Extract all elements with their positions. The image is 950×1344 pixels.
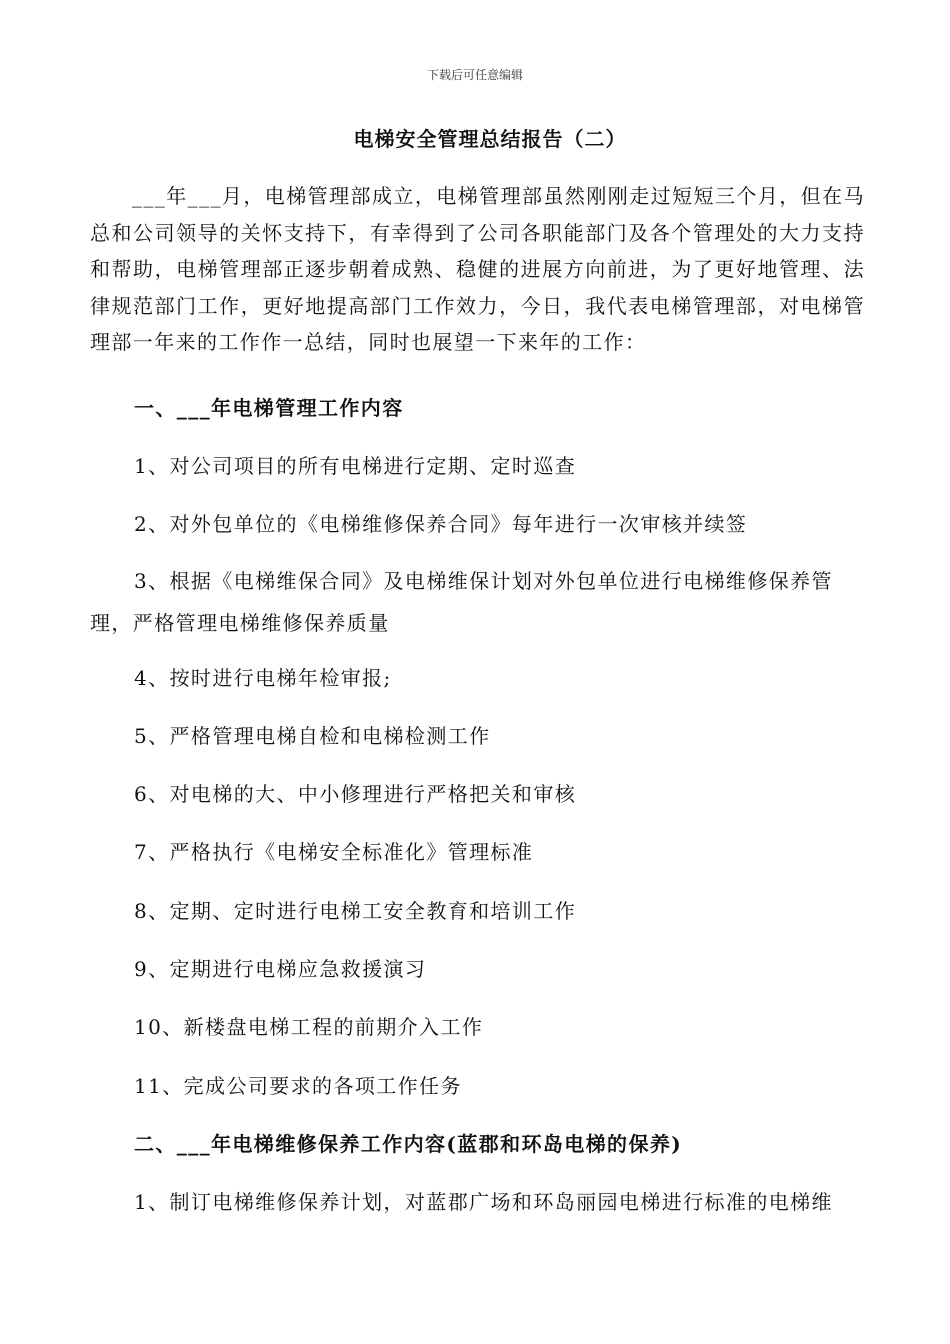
list-item: 3、根据《电梯维保合同》及电梯维保计划对外包单位进行电梯维修保养管理，严格管理电梯维修保养质量: [90, 569, 833, 635]
list-item: 4、按时进行电梯年检审报;: [134, 666, 392, 690]
header-note: 下载后可任意编辑: [426, 68, 523, 82]
list-item: 1、对公司项目的所有电梯进行定期、定时巡查: [134, 454, 577, 478]
list-item: 7、严格执行《电梯安全标准化》管理标准: [134, 840, 534, 864]
section-2-heading: 二、___年电梯维修保养工作内容(蓝郡和环岛电梯的保养): [134, 1132, 683, 1156]
list-item: 6、对电梯的大、中小修理进行严格把关和审核: [134, 782, 577, 806]
list-item: 8、定期、定时进行电梯工安全教育和培训工作: [134, 899, 577, 923]
list-item: 9、定期进行电梯应急救援演习: [134, 957, 427, 981]
list-item: 11、完成公司要求的各项工作任务: [134, 1074, 462, 1098]
intro-paragraph: ___年___月，电梯管理部成立，电梯管理部虽然刚刚走过短短三个月，但在马总和公司领导的关怀支持下，有幸得到了公司各职能部门及各个管理处的大力支持和帮助，电梯管理部正逐步朝着成熟、稳健的进展方向前进，为了更好地管理、法律规范部门工作，更好地提高部门工作效力，今日，我代表电梯管理部，对电梯管理部一年来的工作作一总结，同时也展望一下来年的工作：: [90, 184, 865, 354]
list-item: 2、对外包单位的《电梯维修保养合同》每年进行一次审核并续签: [134, 512, 748, 536]
list-item: 1、制订电梯维修保养计划，对蓝郡广场和环岛丽园电梯进行标准的电梯维: [134, 1190, 833, 1214]
document-title: 电梯安全管理总结报告（二）: [353, 127, 627, 151]
section-1-heading: 一、___年电梯管理工作内容: [134, 396, 404, 420]
list-item: 10、新楼盘电梯工程的前期介入工作: [134, 1015, 484, 1039]
list-item: 5、严格管理电梯自检和电梯检测工作: [134, 724, 491, 748]
